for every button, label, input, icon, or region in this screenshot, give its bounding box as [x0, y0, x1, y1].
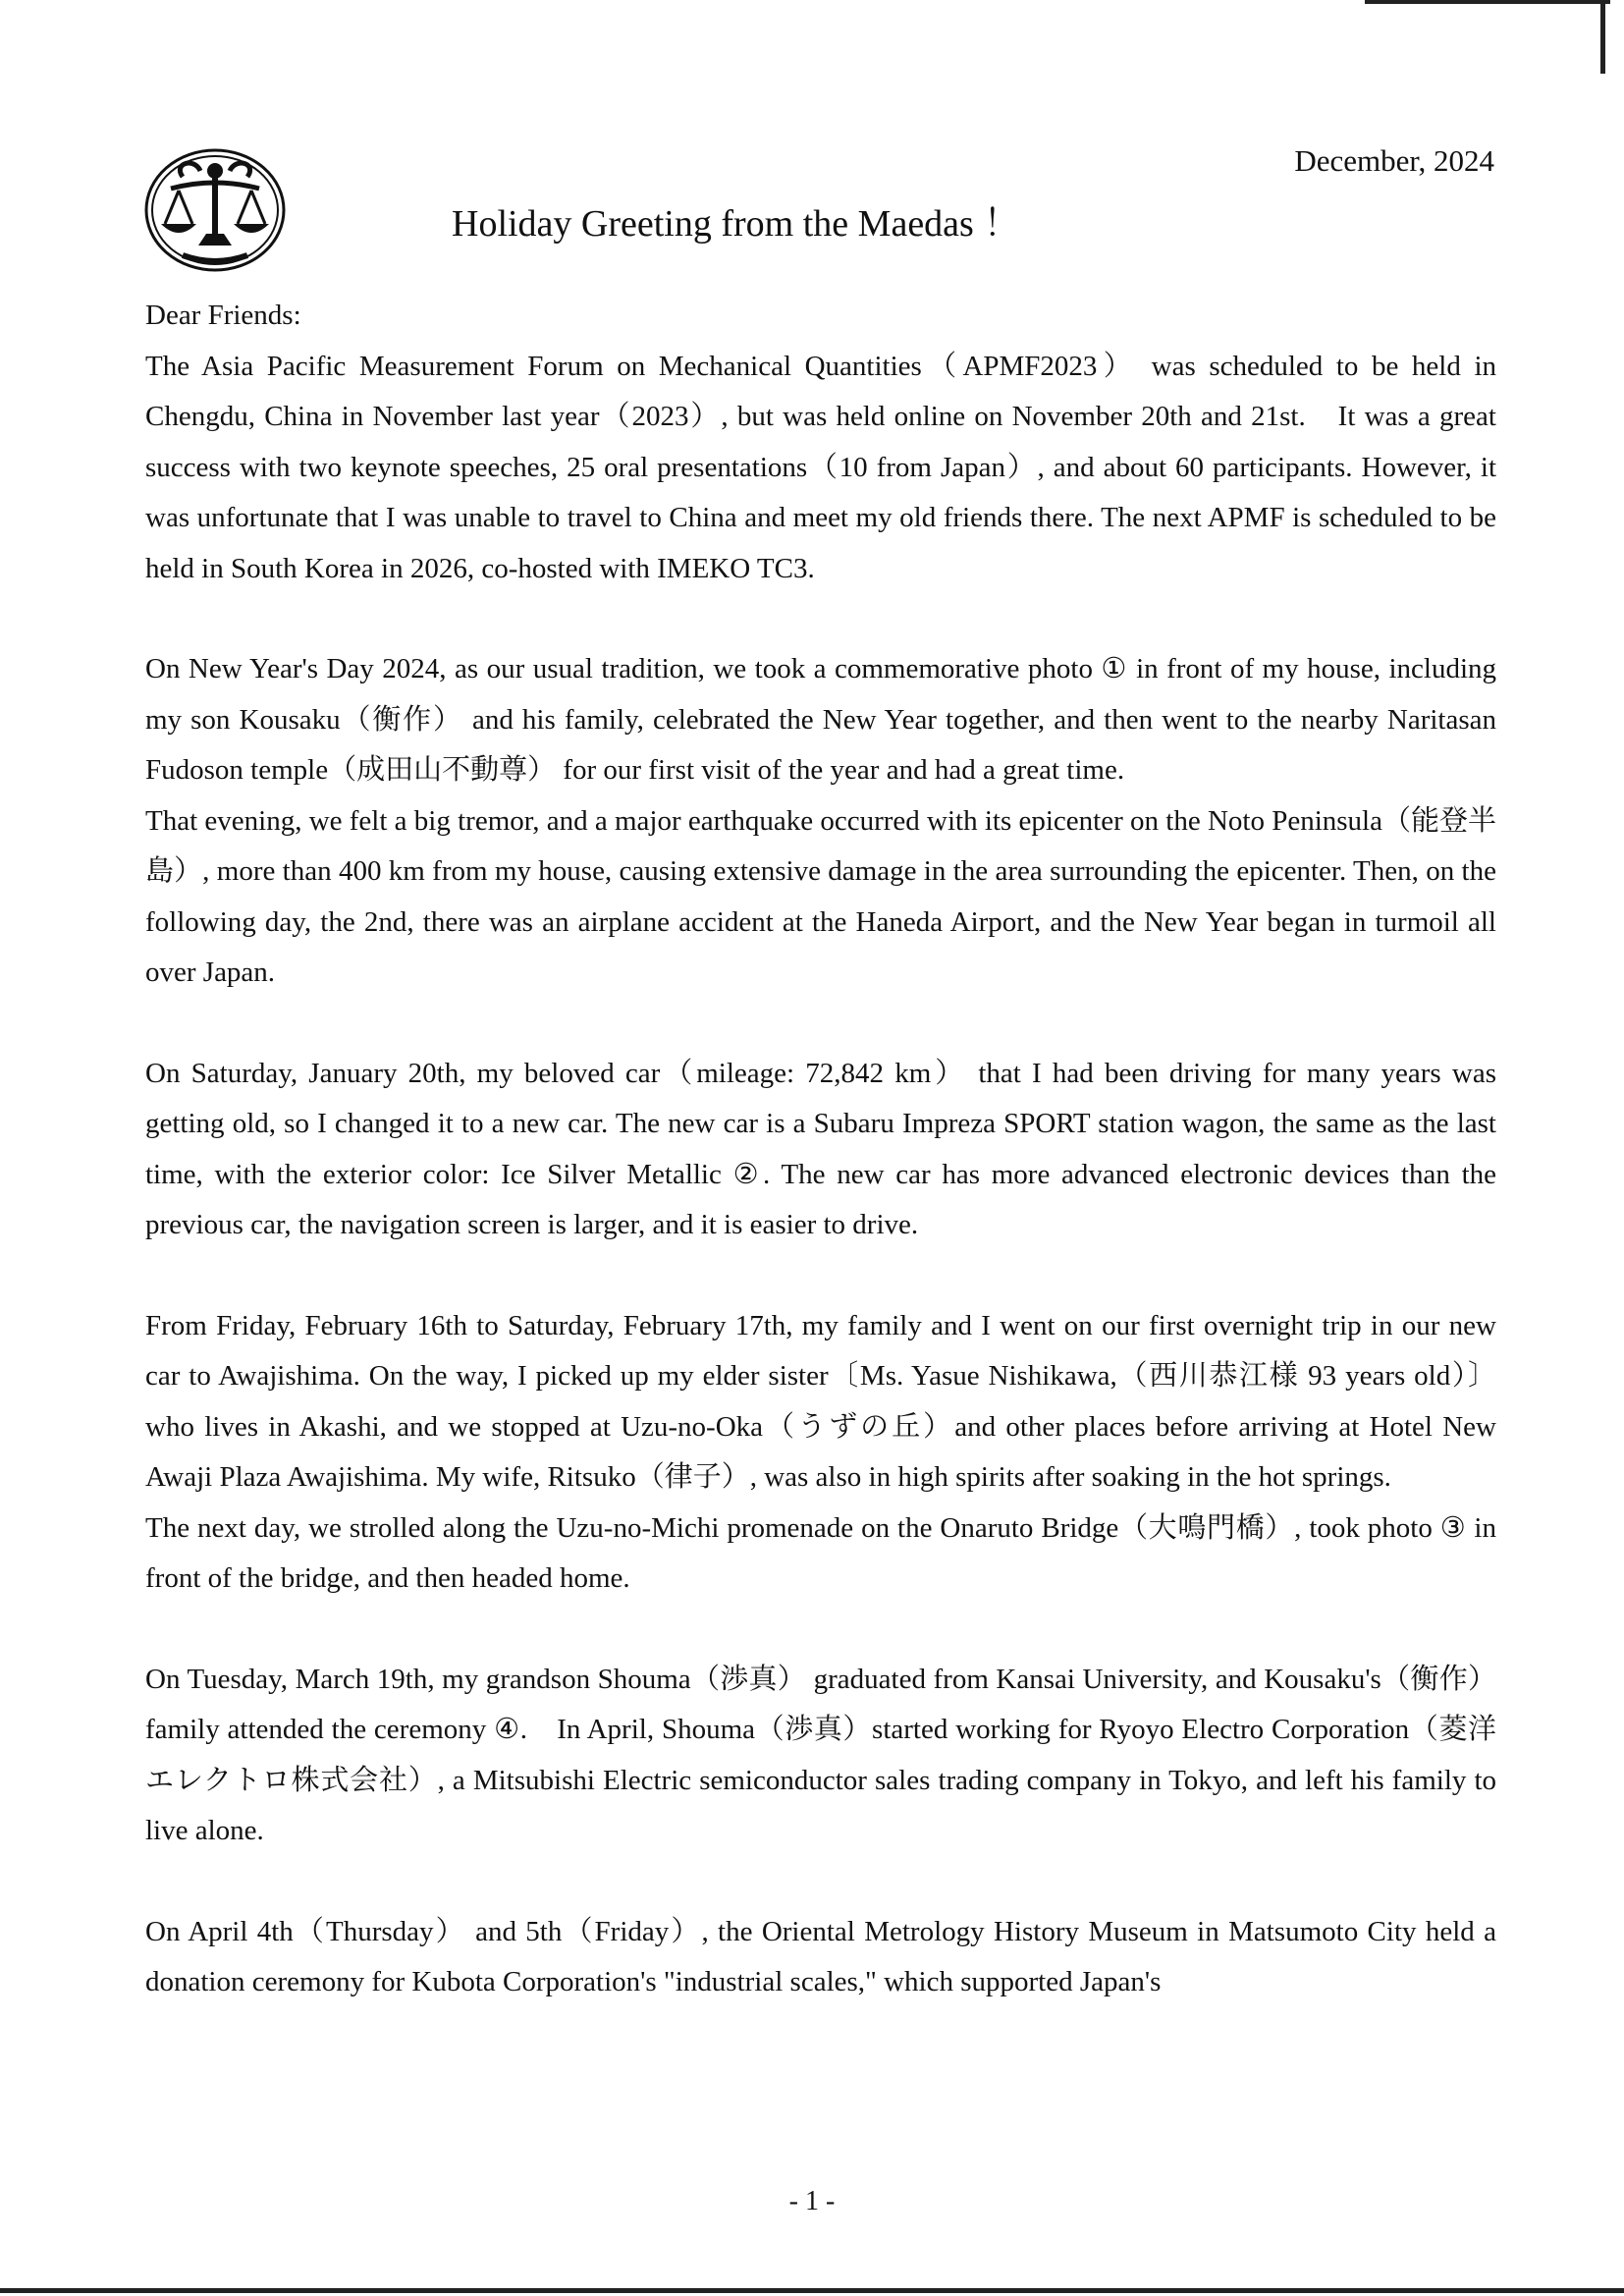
- scan-edge-right: [1600, 0, 1605, 74]
- page-number: - 1 -: [788, 2186, 836, 2216]
- letter-body: [145, 291, 1496, 2008]
- scan-edge-bottom: [0, 2288, 1624, 2293]
- paragraph-onaruto-bridge: The next day, we strolled along the Uzu-no-Michi promenade on the Onaruto Bridge（大鳴門橋）, took photo ③ in front of the bridge, and then headed home.: [145, 1511, 1496, 1594]
- salutation: Dear Friends:: [145, 300, 301, 331]
- letter-date: December, 2024: [1294, 143, 1494, 178]
- letter-title: Holiday Greeting from the Maedas ！: [452, 203, 1021, 245]
- paragraph-earthquake: That evening, we felt a big tremor, and a major earthquake occurred with its epicenter on the Noto Peninsula（能登半島）, more than 400 km from my house, causing extensive damage in the area surrounding the epicenter. Then, on the following day, the 2nd, there was an airplane accident at the Haneda Airport, and the New Year began in turmoil all over Japan.: [145, 804, 1496, 988]
- paragraph-graduation: On Tuesday, March 19th, my grandson Shouma（渉真） graduated from Kansai University, and Kousaku's（衡作） family attended the ceremony ④. In April, Shouma（渉真）started working for Ryoyo Electro Corporation（菱洋エレクトロ株式会社）, a Mitsubishi Electric semiconductor sales trading company in Tokyo, and left his family to live alone.: [145, 1663, 1496, 1846]
- paragraph-museum: On April 4th（Thursday） and 5th（Friday）, the Oriental Metrology History Museum in Matsumoto City held a donation ceremony for Kubota Corporation's "industrial scales," which supported Japan's: [145, 1915, 1496, 1997]
- paragraph-awajishima-trip: From Friday, February 16th to Saturday, February 17th, my family and I went on our first overnight trip in our new car to Awajishima. On the way, I picked up my elder sister〔Ms. Yasue Nishikawa,（西川恭江様 93 years old）〕who lives in Akashi, and we stopped at Uzu-no-Oka（うずの丘）and other places before arriving at Hotel New Awaji Plaza Awajishima. My wife, Ritsuko（律子）, was also in high spirits after soaking in the hot springs.: [145, 1309, 1496, 1493]
- scan-edge-top: [1365, 0, 1610, 4]
- paragraph-apmf: The Asia Pacific Measurement Forum on Mechanical Quantities（APMF2023） was scheduled to be held in Chengdu, China in November last year（2023）, but was held online on November 20th and 21st. It was a great success with two keynote speeches, 25 oral presentations（10 from Japan）, and about 60 participants. However, it was unfortunate that I was unable to travel to China and meet my old friends there. The next APMF is scheduled to be held in South Korea in 2026, co-hosted with IMEKO TC3.: [145, 350, 1496, 584]
- paragraph-new-year: On New Year's Day 2024, as our usual tradition, we took a commemorative photo ① in front of my house, including my son Kousaku（衡作） and his family, celebrated the New Year together, and then went to the nearby Naritasan Fudoson temple（成田山不動尊） for our first visit of the year and had a great time.: [145, 653, 1496, 786]
- paragraph-new-car: On Saturday, January 20th, my beloved car（mileage: 72,842 km） that I had been driving for many years was getting old, so I changed it to a new car. The new car is a Subaru Impreza SPORT station wagon, the same as the last time, with the exterior color: Ice Silver Metallic ②. The new car has more advanced electronic devices than the previous car, the navigation screen is larger, and it is easier to drive.: [145, 1057, 1496, 1240]
- balance-scale-emblem-icon: [143, 147, 287, 273]
